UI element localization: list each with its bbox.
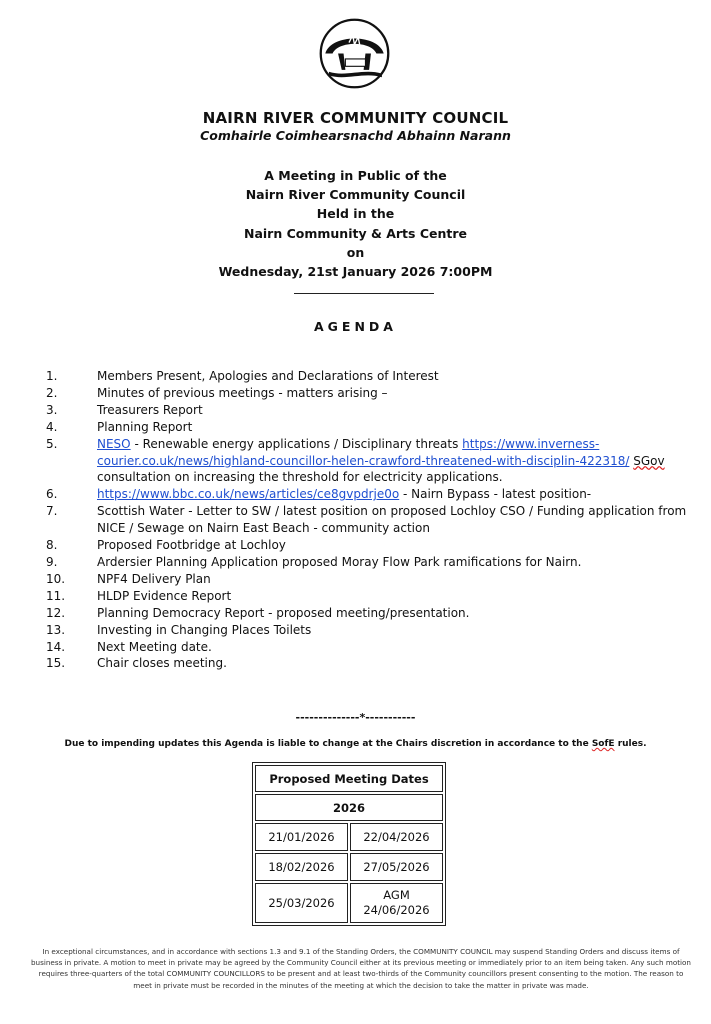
item-number: 13. (46, 622, 66, 637)
date-cell: 22/04/2026 (350, 823, 443, 851)
item-text: Ardersier Planning Application proposed Moray Flow Park ramifications for Nairn. (97, 554, 582, 569)
item-text-part: - Nairn Bypass - latest position- (399, 487, 592, 502)
table-row (255, 823, 443, 851)
item-text: HLDP Evidence Report (97, 588, 232, 603)
date-cell: 25/03/2026 (255, 883, 348, 923)
meeting-line: Nairn River Community Council (245, 187, 466, 203)
divider (294, 293, 434, 294)
item-text: Planning Democracy Report - proposed meeting/presentation. (97, 605, 470, 620)
item-number: 11. (46, 588, 66, 603)
standing-orders-footnote: In exceptional circumstances, and in accordance with sections 1.3 and 9.1 of the Standing Orders, the COMMUNITY COUNCIL may suspend Standing Orders and discuss items of business in private. A motion to meet in private may be agreed by the Community Council either at its previous meeting or immediately prior to an item being taken. Any such motion requires three-quarters of the total COMMUNITY COUNCILLORS to be present and at least two-thirds of the Community councillors present consenting to the motion. The reason to meet in private must be recorded in the minutes of the meeting at which the decision to take the matter in private was made. (31, 947, 691, 990)
item-number: 7. (46, 504, 58, 519)
item-number: 14. (46, 639, 66, 654)
item-text-part: - Renewable energy applications / Disciplinary threats (130, 436, 463, 451)
agenda-item (0, 486, 711, 503)
item-number: 9. (46, 554, 58, 569)
agm-date-cell: AGM 24/06/2026 (350, 883, 443, 923)
agenda-item (0, 655, 711, 672)
table-heading: Proposed Meeting Dates (255, 765, 443, 792)
council-logo (318, 17, 391, 90)
table-year: 2026 (255, 794, 443, 821)
item-text: NPF4 Delivery Plan (97, 571, 211, 586)
item-text: Scottish Water - Letter to SW / latest position on proposed Lochloy CSO / Funding application from NICE / Sewage on Nairn East Beach - community action (97, 504, 687, 536)
agenda-item (0, 385, 711, 402)
item-text-part: SGov (633, 453, 665, 468)
item-number: 10. (46, 571, 66, 586)
notice-text: SofE (591, 739, 615, 749)
agenda-item (0, 588, 711, 605)
date-cell: 27/05/2026 (350, 853, 443, 881)
notice-text: rules. (614, 739, 647, 749)
item-text: Planning Report (97, 419, 193, 434)
item-number: 15. (46, 656, 66, 671)
item-text: Investing in Changing Places Toilets (97, 622, 312, 637)
agenda-item (0, 605, 711, 622)
meeting-line: Held in the (316, 206, 395, 222)
table-row (255, 883, 443, 923)
date-cell: 21/01/2026 (255, 823, 348, 851)
agenda-item (0, 368, 711, 385)
item-text: Chair closes meeting. (97, 656, 227, 671)
separator: --------------*----------- (295, 711, 416, 724)
bbc-news-link[interactable]: https://www.bbc.co.uk/news/articles/ce8gvpdrje0o (97, 487, 400, 502)
council-name: NAIRN RIVER COMMUNITY COUNCIL (202, 109, 509, 127)
date-cell: 18/02/2026 (255, 853, 348, 881)
item-text: Members Present, Apologies and Declarations of Interest (97, 369, 439, 383)
item-text: Proposed Footbridge at Lochloy (97, 538, 286, 553)
agenda-item (0, 503, 711, 537)
agenda-item (0, 622, 711, 639)
item-number: 6. (46, 487, 58, 502)
notice-text: Due to impending updates this Agenda is liable to change at the Chairs discretion in accordance to the (64, 739, 592, 749)
meeting-date: Wednesday, 21st January 2026 7:00PM (218, 264, 493, 280)
neso-link[interactable]: NESO (97, 436, 131, 451)
agenda-item (0, 419, 711, 436)
item-number: 4. (46, 419, 58, 434)
meeting-line: on (346, 244, 365, 260)
item-number: 1. (46, 369, 58, 383)
agenda-heading: AGENDA (314, 319, 397, 334)
table-row (255, 853, 443, 881)
council-gaelic-name: Comhairle Coimhearsnachd Abhainn Narann (200, 128, 511, 143)
meeting-line: Nairn Community & Arts Centre (244, 225, 467, 241)
item-number: 12. (46, 605, 66, 620)
agenda-item (0, 402, 711, 419)
agenda-item (0, 554, 711, 571)
item-text (97, 436, 697, 487)
item-number: 8. (46, 538, 58, 553)
item-text: Treasurers Report (97, 402, 203, 417)
agenda-item (0, 537, 711, 554)
item-text: Next Meeting date. (97, 639, 212, 654)
item-text (97, 486, 697, 503)
item-number: 5. (46, 436, 58, 451)
item-number: 3. (46, 402, 58, 417)
item-text-part: consultation on increasing the threshold for electricity applications. (97, 470, 503, 485)
agenda-item (0, 639, 711, 656)
meeting-details (0, 166, 711, 281)
agenda-change-notice (0, 739, 711, 749)
meeting-dates-table (252, 762, 446, 926)
agenda-item (0, 436, 711, 487)
inverness-courier-link[interactable]: https://www.inverness-courier.co.uk/news/highland-councillor-helen-crawford-threatened-with-disciplin-422318/ (97, 436, 630, 468)
item-text: Minutes of previous meetings - matters arising – (97, 385, 388, 400)
item-number: 2. (46, 385, 58, 400)
meeting-line: A Meeting in Public of the (264, 168, 447, 183)
agenda-list (0, 368, 711, 672)
agenda-item (0, 571, 711, 588)
